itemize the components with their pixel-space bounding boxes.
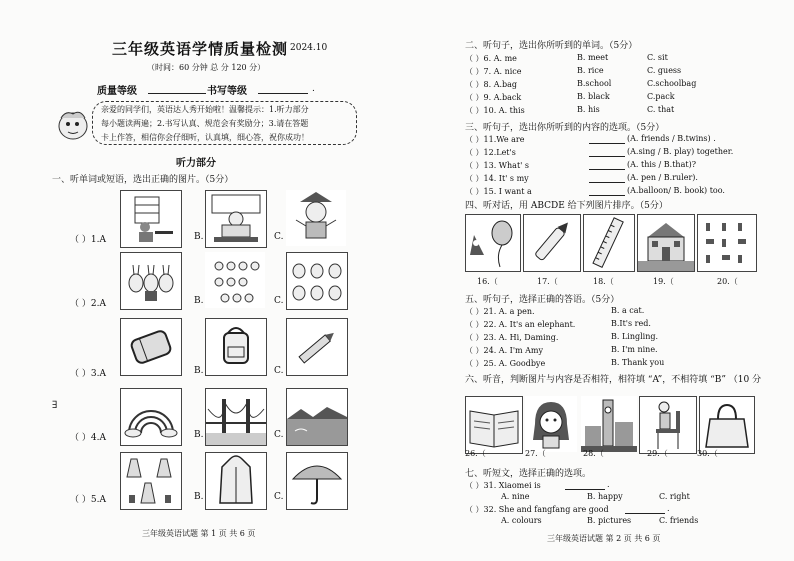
section-5-title: 五、听句子，选择正确的答语。（5分） bbox=[465, 295, 620, 305]
thinking-cartoon-icon bbox=[56, 108, 90, 144]
option-c: C.pack bbox=[647, 92, 675, 101]
answer-blank[interactable] bbox=[625, 513, 665, 514]
question-choices: (A. friends / B.twins) . bbox=[627, 134, 716, 143]
writing-blank[interactable] bbox=[258, 93, 308, 94]
answer-slot[interactable]: 29.（ bbox=[647, 449, 668, 458]
option-b: B. happy bbox=[587, 492, 623, 501]
sentence-end: . bbox=[667, 504, 670, 513]
question-choices: (A.balloon/ B. book) too. bbox=[627, 186, 725, 195]
pencil-icon bbox=[286, 318, 348, 376]
option-b: B. black bbox=[577, 92, 610, 101]
pen-icon bbox=[523, 214, 581, 272]
writing-label: 书写等级 bbox=[207, 86, 247, 97]
option-b: B.It's red. bbox=[611, 319, 651, 328]
side-mark: ∃ bbox=[52, 400, 58, 411]
option-c-label: C. bbox=[274, 366, 284, 376]
quality-blank[interactable] bbox=[148, 93, 206, 94]
question-item[interactable]: （ ）21. A. a pen. bbox=[465, 307, 535, 316]
three-rabbits-picture bbox=[120, 252, 182, 310]
question-item[interactable]: （ ）13. What' s bbox=[465, 161, 530, 170]
answer-slot[interactable]: 18.（ bbox=[593, 277, 614, 286]
bridge-icon bbox=[205, 388, 267, 446]
exam-page-1: 三年级英语学情质量检测 2024.10 （时间：60 分钟 总 分 120 分） 质量等级 书写等级 . 亲爱的同学们，英语达人秀开始啦！温馨提示：1.听力部分 每小题读两遍；2.书写认真、规范会有奖励分；3.请在答题 卡上作答，相信你会仔细听，认真填，细心答，祝你成功！ 听力部分 一、听单词或短语，选出正确的图片。（5分） （ ）1.A B. C. （ ）2.A B. C. （ ）3.A B. C. （ ）4.A B. C. （ ）5.A B. C. ∃ 三年级英语试题 第 1 页 共 6 页 bbox=[0, 0, 397, 561]
question-item[interactable]: （ ）23. A. Hi, Daming. bbox=[465, 333, 559, 342]
answer-blank[interactable] bbox=[565, 489, 605, 490]
seascape-icon bbox=[286, 388, 348, 446]
question-item[interactable]: （ ）12.Let's bbox=[465, 148, 516, 157]
option-c: C.schoolbag bbox=[647, 79, 697, 88]
schoolbag-icon bbox=[205, 318, 267, 376]
answer-slot[interactable]: 26.（ bbox=[465, 449, 486, 458]
question-choices: (A. this / B.that)? bbox=[627, 160, 696, 169]
city-tower-icon bbox=[581, 396, 637, 452]
question-item[interactable]: （ ）8. A.bag bbox=[465, 80, 518, 89]
question-2[interactable]: （ ）2.A bbox=[70, 299, 106, 309]
notice-line: 卡上作答，相信你会仔细听，认真填，细心答，祝你成功！ bbox=[101, 133, 309, 142]
question-item[interactable]: （ ）10. A. this bbox=[465, 106, 525, 115]
girl-face-icon bbox=[525, 396, 577, 452]
question-item[interactable]: （ ）9. A.back bbox=[465, 93, 522, 102]
option-b-label: B. bbox=[194, 232, 204, 242]
option-b-label: B. bbox=[194, 296, 204, 306]
six-rabbits-picture bbox=[286, 252, 348, 310]
option-c: C. sit bbox=[647, 53, 668, 62]
section-3-title: 三、听句子，选出你所听到的内容的选项。（5分） bbox=[465, 123, 665, 133]
option-b: B. Lingling. bbox=[611, 332, 659, 341]
answer-slot[interactable]: 28.（ bbox=[583, 449, 604, 458]
question-choices: (A. pen / B.ruler). bbox=[627, 173, 698, 182]
option-b: B. his bbox=[577, 105, 600, 114]
question-item[interactable]: （ ）6. A. me bbox=[465, 54, 517, 63]
question-item[interactable]: （ ）25. A. Goodbye bbox=[465, 359, 546, 368]
exam-date: 2024.10 bbox=[290, 43, 328, 53]
question-5[interactable]: （ ）5.A bbox=[70, 495, 106, 505]
girl-with-hat-picture bbox=[286, 190, 346, 246]
reading-boy-picture bbox=[205, 190, 267, 248]
dresses-icon bbox=[120, 452, 182, 510]
question-item[interactable]: （ ）24. A. I'm Amy bbox=[465, 346, 544, 355]
answer-blank[interactable] bbox=[589, 169, 625, 170]
option-c-label: C. bbox=[274, 430, 284, 440]
option-c: C. that bbox=[647, 105, 675, 114]
option-b: B. meet bbox=[577, 53, 609, 62]
answer-slot[interactable]: 27.（ bbox=[525, 449, 546, 458]
option-c-label: C. bbox=[274, 296, 284, 306]
option-b-label: B. bbox=[194, 492, 204, 502]
notice-box bbox=[92, 101, 357, 145]
option-b: B. a cat. bbox=[611, 306, 645, 315]
ruler-icon bbox=[583, 214, 635, 272]
open-book-icon bbox=[465, 396, 523, 454]
section-6-title: 六、听音，判断图片与内容是否相符，相符填 “A”，不相符填 “B” （10 分 bbox=[465, 375, 762, 385]
option-b: B. I'm nine. bbox=[611, 345, 658, 354]
handbag-icon bbox=[699, 396, 755, 454]
time-info: （时间：60 分钟 总 分 120 分） bbox=[147, 63, 266, 72]
question-choices: (A.sing / B. play) together. bbox=[627, 147, 734, 156]
notice-line: 亲爱的同学们，英语达人秀开始啦！温馨提示：1.听力部分 bbox=[101, 105, 309, 114]
option-b: B. rice bbox=[577, 66, 604, 75]
option-c: C. right bbox=[659, 492, 690, 501]
section-7-title: 七、听短文，选择正确的选项。 bbox=[465, 469, 592, 479]
option-c: C. friends bbox=[659, 516, 699, 525]
option-a: A. colours bbox=[501, 516, 542, 525]
option-b-label: B. bbox=[194, 366, 204, 376]
option-c-label: C. bbox=[274, 232, 284, 242]
umbrella-icon bbox=[286, 452, 348, 510]
question-item[interactable]: （ ）11.We are bbox=[465, 135, 525, 144]
exam-page-2 bbox=[397, 0, 794, 561]
section-2-title: 二、听句子，选出你所听到的单词。（5分） bbox=[465, 41, 638, 51]
balloons-icon bbox=[465, 214, 521, 272]
option-a: A. nine bbox=[501, 492, 530, 501]
answer-blank[interactable] bbox=[589, 182, 625, 183]
answer-slot[interactable]: 30.（ bbox=[697, 449, 718, 458]
question-item[interactable]: （ ）7. A. nice bbox=[465, 67, 522, 76]
woman-chair-icon bbox=[639, 396, 697, 454]
answer-blank[interactable] bbox=[589, 143, 625, 144]
option-b: B. Thank you bbox=[611, 358, 665, 367]
rainbow-icon bbox=[120, 388, 182, 446]
rabbit-group-picture bbox=[205, 252, 265, 308]
option-c-label: C. bbox=[274, 492, 284, 502]
option-b-label: B. bbox=[194, 430, 204, 440]
question-item[interactable]: （ ）14. It' s my bbox=[465, 174, 529, 183]
answer-slot[interactable]: 16.（ bbox=[477, 277, 498, 286]
question-1[interactable]: （ ）1.A bbox=[70, 235, 106, 245]
question-4[interactable]: （ ）4.A bbox=[70, 433, 106, 443]
option-b: B.school bbox=[577, 79, 612, 88]
question-item[interactable]: （ ）31. Xiaomei is bbox=[465, 481, 541, 490]
option-c: C. guess bbox=[647, 66, 682, 75]
answer-slot[interactable]: 19.（ bbox=[653, 277, 674, 286]
option-b: B. pictures bbox=[587, 516, 632, 525]
question-item[interactable]: （ ）15. I want a bbox=[465, 187, 532, 196]
answer-blank[interactable] bbox=[589, 156, 625, 157]
footer-page-1: 三年级英语试题 第 1 页 共 6 页 bbox=[142, 529, 256, 538]
footer-page-2: 三年级英语试题 第 2 页 共 6 页 bbox=[547, 534, 661, 543]
eraser-icon bbox=[120, 318, 182, 376]
listening-title: 听力部分 bbox=[176, 158, 216, 169]
school-building-icon bbox=[637, 214, 695, 272]
section-4-title: 四、听对话，用 ABCDE 给下列图片排序。（5分） bbox=[465, 201, 668, 211]
question-item[interactable]: （ ）32. She and fangfang are good bbox=[465, 505, 609, 514]
answer-slot[interactable]: 20.（ bbox=[717, 277, 738, 286]
answer-blank[interactable] bbox=[589, 195, 625, 196]
answer-slot[interactable]: 17.（ bbox=[537, 277, 558, 286]
notice-line: 每小题读两遍；2.书写认真、规范会有奖励分；3.请在答题 bbox=[101, 119, 309, 128]
sentence-end: . bbox=[607, 480, 610, 489]
question-3[interactable]: （ ）3.A bbox=[70, 369, 106, 379]
exam-title: 三年级英语学情质量检测 bbox=[112, 40, 289, 58]
raincoat-icon bbox=[205, 452, 267, 510]
section-1-title: 一、听单词或短语，选出正确的图片。（5分） bbox=[52, 175, 234, 185]
quality-label: 质量等级 bbox=[97, 86, 137, 97]
stationery-icon bbox=[697, 214, 757, 272]
classroom-picture bbox=[120, 190, 182, 248]
question-item[interactable]: （ ）22. A. It's an elephant. bbox=[465, 320, 576, 329]
